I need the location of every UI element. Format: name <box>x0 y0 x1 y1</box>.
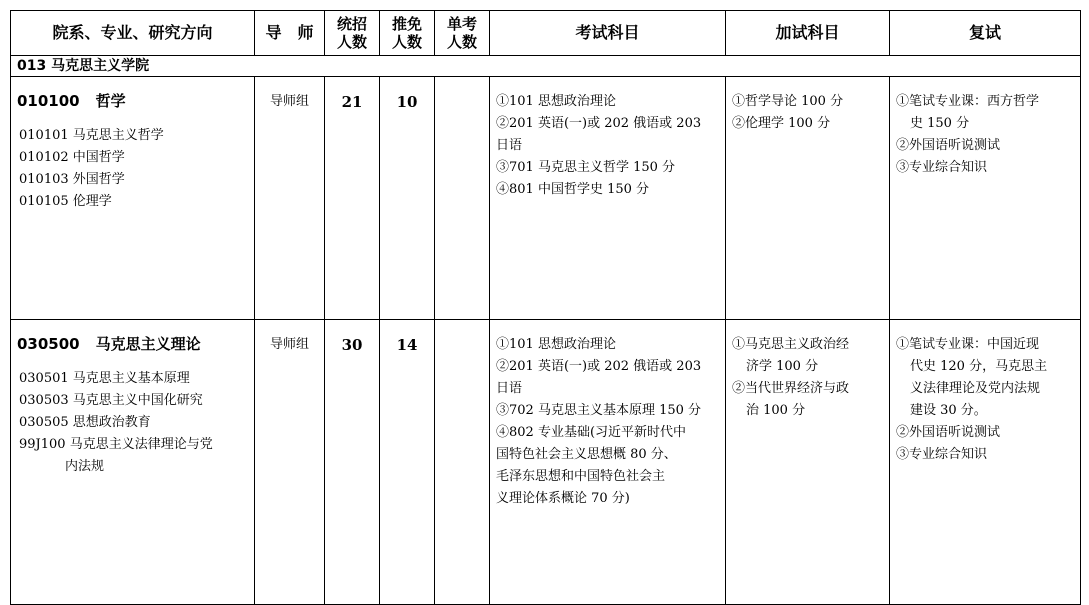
direction-item: 010105 伦理学 <box>19 194 112 209</box>
exam-line: ①101 思想政治理论 <box>496 337 616 352</box>
list-item <box>732 113 885 135</box>
exempt-count: 10 <box>380 77 435 320</box>
header-single-line2: 人数 <box>446 33 477 51</box>
direction-item: 010102 中国哲学 <box>19 150 125 165</box>
extra-line-cont: 治 100 分 <box>746 403 806 418</box>
direction-item: 030505 思想政治教育 <box>19 415 151 430</box>
advisor-cell: 导师组 <box>255 77 325 320</box>
exam-line-cont: 毛泽东思想和中国特色社会主 <box>496 469 666 484</box>
exam-line: ①101 思想政治理论 <box>496 94 616 109</box>
list-item <box>732 334 885 378</box>
list-item <box>896 334 1076 422</box>
header-enroll <box>325 11 380 56</box>
department-cell <box>11 320 255 605</box>
advisor-cell: 导师组 <box>255 320 325 605</box>
header-extra-subjects: 加试科目 <box>726 11 890 56</box>
header-exempt <box>380 11 435 56</box>
list-item <box>896 157 1076 179</box>
extra-line: ①马克思主义政治经 <box>732 337 850 352</box>
exam-line: ②201 英语(一)或 202 俄语或 203 <box>496 116 702 131</box>
extra-line: ②伦理学 100 分 <box>732 116 831 131</box>
list-item <box>732 91 885 113</box>
major-heading <box>17 91 250 111</box>
header-row <box>11 11 1081 56</box>
direction-item <box>17 434 250 478</box>
header-exempt-line2: 人数 <box>391 33 422 51</box>
list-item <box>496 157 721 179</box>
list-item <box>896 135 1076 157</box>
retest-line-cont: 代史 120 分，马克思主 <box>910 359 1048 374</box>
direction-item: 010101 马克思主义哲学 <box>19 128 164 143</box>
retest-line-cont: 史 150 分 <box>910 116 970 131</box>
direction-item: 030503 马克思主义中国化研究 <box>19 393 203 408</box>
extra-line: ②当代世界经济与政 <box>732 381 850 396</box>
retest-line: ②外国语听说测试 <box>896 425 1001 440</box>
retest-line: ②外国语听说测试 <box>896 138 1001 153</box>
exam-line-cont: 义理论体系概论 70 分) <box>496 491 630 506</box>
list-item <box>496 113 721 157</box>
header-enroll-line1: 统招 <box>336 15 367 33</box>
header-exempt-line1: 推免 <box>391 15 422 33</box>
single-count <box>435 77 490 320</box>
list-item <box>496 334 721 356</box>
list-item <box>496 91 721 113</box>
retest-cell <box>890 320 1081 605</box>
admissions-table <box>10 10 1081 605</box>
major-name: 马克思主义理论 <box>95 335 201 353</box>
exam-line: ③701 马克思主义哲学 150 分 <box>496 160 676 175</box>
table-row <box>11 77 1081 320</box>
list-item <box>896 444 1076 466</box>
retest-line-cont: 建设 30 分。 <box>910 403 987 418</box>
list-item <box>496 400 721 422</box>
table-row <box>11 320 1081 605</box>
major-heading <box>17 334 250 354</box>
list-item <box>896 91 1076 135</box>
retest-line: ①笔试专业课：中国近现 <box>896 337 1040 352</box>
extra-subjects-cell <box>726 77 890 320</box>
retest-cell <box>890 77 1081 320</box>
extra-subjects-cell <box>726 320 890 605</box>
list-item <box>496 422 721 510</box>
single-count <box>435 320 490 605</box>
retest-line-cont: 义法律理论及党内法规 <box>910 381 1041 396</box>
exam-line: ④801 中国哲学史 150 分 <box>496 182 650 197</box>
major-code: 030500 <box>17 335 80 353</box>
exam-line-cont: 日语 <box>496 138 523 153</box>
header-single-line1: 单考 <box>446 15 477 33</box>
exam-subjects-cell <box>490 320 726 605</box>
admissions-sheet <box>10 10 1080 595</box>
retest-line: ③专业综合知识 <box>896 447 988 462</box>
school-row <box>11 56 1081 77</box>
header-enroll-line2: 人数 <box>336 33 367 51</box>
header-advisor: 导 师 <box>255 11 325 56</box>
header-exam-subjects: 考试科目 <box>490 11 726 56</box>
major-code: 010100 <box>17 92 80 110</box>
direction-item: 010103 外国哲学 <box>19 172 125 187</box>
list-item <box>496 179 721 201</box>
header-department: 院系、专业、研究方向 <box>11 11 255 56</box>
retest-line: ①笔试专业课：西方哲学 <box>896 94 1040 109</box>
direction-line: 99J100 马克思主义法律理论与党 <box>19 437 213 452</box>
exam-subjects-cell <box>490 77 726 320</box>
department-cell <box>11 77 255 320</box>
exam-line-cont: 日语 <box>496 381 523 396</box>
header-retest: 复试 <box>890 11 1081 56</box>
retest-line: ③专业综合知识 <box>896 160 988 175</box>
enroll-count: 21 <box>325 77 380 320</box>
direction-line-cont: 内法规 <box>65 459 105 474</box>
school-name: 013 马克思主义学院 <box>11 56 1081 77</box>
exempt-count: 14 <box>380 320 435 605</box>
enroll-count: 30 <box>325 320 380 605</box>
exam-line-cont: 国特色社会主义思想概 80 分、 <box>496 447 677 462</box>
header-single <box>435 11 490 56</box>
extra-line: ①哲学导论 100 分 <box>732 94 844 109</box>
extra-line-cont: 济学 100 分 <box>746 359 819 374</box>
list-item <box>896 422 1076 444</box>
exam-line: ④802 专业基础(习近平新时代中 <box>496 425 687 440</box>
list-item <box>732 378 885 422</box>
exam-line: ③702 马克思主义基本原理 150 分 <box>496 403 702 418</box>
exam-line: ②201 英语(一)或 202 俄语或 203 <box>496 359 702 374</box>
major-name: 哲学 <box>95 92 126 110</box>
direction-item: 030501 马克思主义基本原理 <box>19 371 190 386</box>
list-item <box>496 356 721 400</box>
